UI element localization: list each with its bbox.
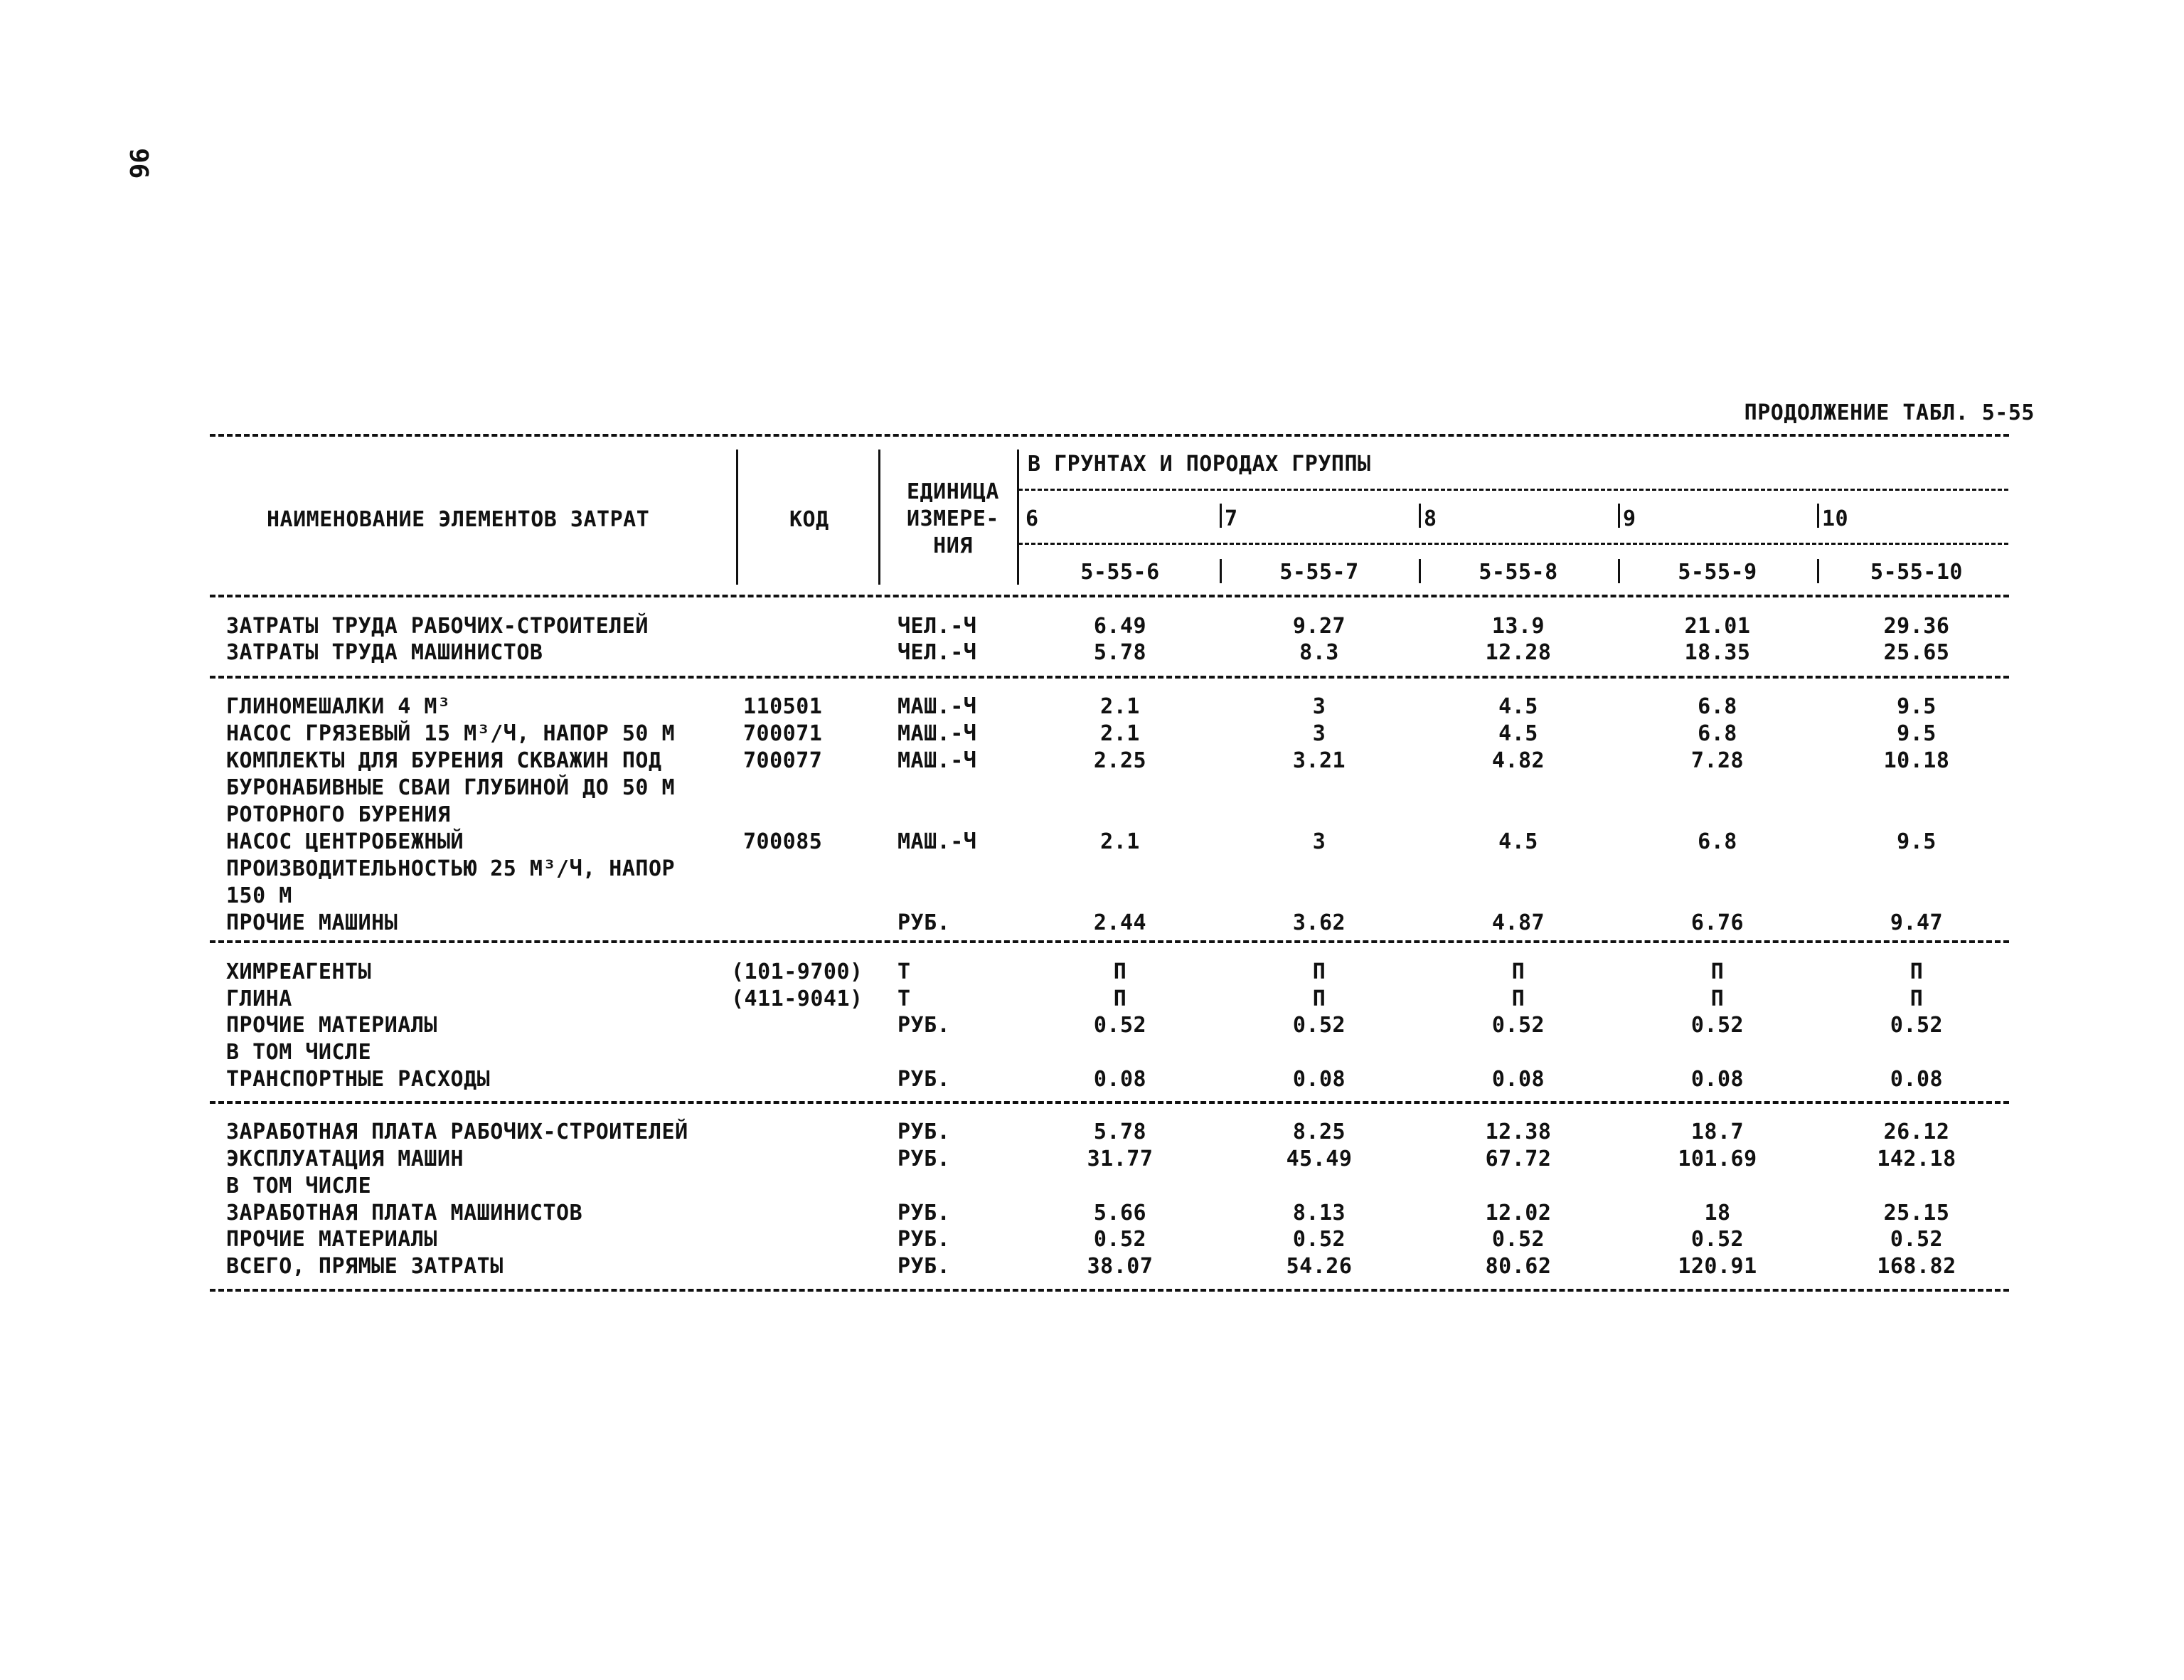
vrule-2 — [878, 450, 880, 585]
row-value-6: 2.1 — [1100, 829, 1140, 854]
row-unit: РУБ. — [897, 1147, 951, 1171]
header-group-8: 8 — [1424, 506, 1437, 531]
row-name: КОМПЛЕКТЫ ДЛЯ БУРЕНИЯ СКВАЖИН ПОД — [226, 748, 662, 773]
row-value-8: 4.82 — [1491, 748, 1545, 773]
row-code: 700077 — [743, 748, 823, 773]
row-unit: РУБ. — [897, 1227, 951, 1252]
row-unit: РУБ. — [897, 910, 951, 935]
row-value-6: 31.77 — [1087, 1147, 1154, 1171]
row-value-10: 142.18 — [1877, 1147, 1956, 1171]
rule-section-2 — [210, 940, 2009, 943]
row-unit: РУБ. — [897, 1201, 951, 1226]
row-name: НАСОС ЦЕНТРОБЕЖНЫЙ — [226, 829, 464, 854]
row-value-10: 168.82 — [1877, 1254, 1956, 1279]
rule-header-bottom — [210, 595, 2009, 597]
row-value-7: П — [1312, 959, 1326, 984]
row-value-9: 0.08 — [1690, 1067, 1744, 1092]
row-name: ЗАТРАТЫ ТРУДА МАШИНИСТОВ — [226, 640, 543, 665]
row-value-9: 0.52 — [1690, 1013, 1744, 1038]
row-value-8: 0.52 — [1491, 1013, 1545, 1038]
row-value-10: 29.36 — [1883, 614, 1950, 639]
header-group-title: В ГРУНТАХ И ПОРОДАХ ГРУППЫ — [1028, 452, 1371, 477]
row-value-10: 25.15 — [1883, 1201, 1950, 1226]
row-name: ХИМРЕАГЕНТЫ — [226, 959, 372, 984]
header-group-7: 7 — [1225, 506, 1238, 531]
row-value-7: П — [1312, 987, 1326, 1011]
row-code: (411-9041) — [731, 987, 863, 1011]
row-value-7: 8.13 — [1292, 1201, 1346, 1226]
row-value-9: 18.7 — [1690, 1120, 1744, 1144]
row-name: ГЛИНА — [226, 987, 292, 1011]
row-name: БУРОНАБИВНЫЕ СВАИ ГЛУБИНОЙ ДО 50 М — [226, 775, 676, 800]
row-unit: Т — [897, 987, 911, 1011]
row-name: ВСЕГО, ПРЯМЫЕ ЗАТРАТЫ — [226, 1254, 504, 1279]
row-name: ПРОЧИЕ МАШИНЫ — [226, 910, 398, 935]
row-value-10: 26.12 — [1883, 1120, 1950, 1144]
row-name: 150 М — [226, 883, 292, 908]
row-value-7: 54.26 — [1286, 1254, 1353, 1279]
row-value-8: 12.02 — [1485, 1201, 1552, 1226]
row-name: ЗАРАБОТНАЯ ПЛАТА МАШИНИСТОВ — [226, 1201, 583, 1226]
row-value-7: 9.27 — [1292, 614, 1346, 639]
header-code-8: 5-55-8 — [1479, 560, 1558, 585]
rule-section-3 — [210, 1101, 2009, 1104]
row-value-10: 9.5 — [1897, 829, 1937, 854]
row-value-8: 67.72 — [1485, 1147, 1552, 1171]
vrule-1 — [736, 450, 738, 585]
row-value-7: 8.3 — [1299, 640, 1339, 665]
header-group-6: 6 — [1026, 506, 1039, 531]
row-name: ЭКСПЛУАТАЦИЯ МАШИН — [226, 1147, 464, 1171]
header-group-10: 10 — [1822, 506, 1849, 531]
row-name: ГЛИНОМЕШАЛКИ 4 М³ — [226, 694, 451, 719]
row-value-10: 0.08 — [1890, 1067, 1944, 1092]
header-unit-3: НИЯ — [933, 533, 973, 558]
vrule-g9 — [1618, 504, 1620, 528]
row-value-10: П — [1909, 987, 1924, 1011]
row-value-8: 4.5 — [1498, 721, 1538, 746]
row-value-8: 12.38 — [1485, 1120, 1552, 1144]
row-value-9: 7.28 — [1690, 748, 1744, 773]
vrule-c10 — [1817, 559, 1819, 583]
row-code: 700085 — [743, 829, 823, 854]
row-value-10: 10.18 — [1883, 748, 1950, 773]
row-value-9: 18.35 — [1684, 640, 1751, 665]
row-value-9: 21.01 — [1684, 614, 1751, 639]
header-code-7: 5-55-7 — [1279, 560, 1359, 585]
row-value-6: 5.66 — [1093, 1201, 1147, 1226]
row-value-6: 0.52 — [1093, 1227, 1147, 1252]
header-unit-2: ИЗМЕРЕ- — [907, 506, 999, 531]
row-value-9: 6.76 — [1690, 910, 1744, 935]
rule-header-2 — [1018, 543, 2008, 545]
row-value-10: П — [1909, 959, 1924, 984]
row-value-9: 120.91 — [1678, 1254, 1757, 1279]
row-name: ПРОИЗВОДИТЕЛЬНОСТЬЮ 25 М³/Ч, НАПОР — [226, 856, 676, 881]
row-value-7: 3.62 — [1292, 910, 1346, 935]
row-value-6: 5.78 — [1093, 1120, 1147, 1144]
row-unit: РУБ. — [897, 1120, 951, 1144]
header-unit-1: ЕДИНИЦА — [907, 479, 999, 504]
row-value-8: П — [1511, 987, 1525, 1011]
rule-top — [210, 434, 2009, 437]
row-unit: МАШ.-Ч — [897, 748, 977, 773]
row-code: (101-9700) — [731, 959, 863, 984]
row-code: 700071 — [743, 721, 823, 746]
rule-section-1 — [210, 676, 2009, 679]
header-code-9: 5-55-9 — [1678, 560, 1757, 585]
row-value-8: 4.5 — [1498, 829, 1538, 854]
row-unit: МАШ.-Ч — [897, 694, 977, 719]
row-value-8: 4.5 — [1498, 694, 1538, 719]
row-value-9: 101.69 — [1678, 1147, 1757, 1171]
header-code-10: 5-55-10 — [1870, 560, 1963, 585]
row-name: ТРАНСПОРТНЫЕ РАСХОДЫ — [226, 1067, 491, 1092]
table-caption: ПРОДОЛЖЕНИЕ ТАБЛ. 5-55 — [1744, 400, 2035, 425]
header-code-6: 5-55-6 — [1080, 560, 1160, 585]
row-value-10: 9.5 — [1897, 721, 1937, 746]
row-name: ПРОЧИЕ МАТЕРИАЛЫ — [226, 1013, 437, 1038]
row-value-8: 12.28 — [1485, 640, 1552, 665]
page-number: 96 — [124, 148, 153, 179]
row-value-8: 80.62 — [1485, 1254, 1552, 1279]
vrule-g7 — [1220, 504, 1222, 528]
row-name: ПРОЧИЕ МАТЕРИАЛЫ — [226, 1227, 437, 1252]
row-value-6: 6.49 — [1093, 614, 1147, 639]
row-unit: ЧЕЛ.-Ч — [897, 614, 977, 639]
rule-bottom — [210, 1289, 2009, 1292]
vrule-c8 — [1419, 559, 1421, 583]
row-name: НАСОС ГРЯЗЕВЫЙ 15 М³/Ч, НАПОР 50 М — [226, 721, 676, 746]
row-value-6: 2.44 — [1093, 910, 1147, 935]
row-name: В ТОМ ЧИСЛЕ — [226, 1174, 372, 1198]
row-value-9: П — [1710, 959, 1725, 984]
row-value-7: 3.21 — [1292, 748, 1346, 773]
row-value-7: 3 — [1312, 829, 1326, 854]
row-value-8: 0.08 — [1491, 1067, 1545, 1092]
row-unit: МАШ.-Ч — [897, 721, 977, 746]
header-code: КОД — [789, 507, 829, 532]
row-unit: Т — [897, 959, 911, 984]
row-value-7: 3 — [1312, 694, 1326, 719]
row-value-7: 0.52 — [1292, 1013, 1346, 1038]
row-value-7: 0.08 — [1292, 1067, 1346, 1092]
row-value-6: 38.07 — [1087, 1254, 1154, 1279]
row-value-7: 45.49 — [1286, 1147, 1353, 1171]
row-value-9: П — [1710, 987, 1725, 1011]
row-unit: ЧЕЛ.-Ч — [897, 640, 977, 665]
row-name: РОТОРНОГО БУРЕНИЯ — [226, 802, 451, 827]
row-value-9: 0.52 — [1690, 1227, 1744, 1252]
row-name: ЗАРАБОТНАЯ ПЛАТА РАБОЧИХ-СТРОИТЕЛЕЙ — [226, 1120, 688, 1144]
vrule-c7 — [1220, 559, 1222, 583]
row-value-9: 6.8 — [1698, 829, 1737, 854]
row-value-9: 6.8 — [1698, 721, 1737, 746]
row-value-10: 0.52 — [1890, 1227, 1944, 1252]
row-value-10: 0.52 — [1890, 1013, 1944, 1038]
rule-header-1 — [1018, 489, 2008, 491]
row-value-9: 6.8 — [1698, 694, 1737, 719]
header-name: НАИМЕНОВАНИЕ ЭЛЕМЕНТОВ ЗАТРАТ — [267, 507, 650, 532]
row-value-6: 2.25 — [1093, 748, 1147, 773]
row-value-8: 13.9 — [1491, 614, 1545, 639]
row-value-6: 0.08 — [1093, 1067, 1147, 1092]
vrule-g8 — [1419, 504, 1421, 528]
row-unit: РУБ. — [897, 1067, 951, 1092]
row-name: В ТОМ ЧИСЛЕ — [226, 1040, 372, 1065]
row-value-8: 0.52 — [1491, 1227, 1545, 1252]
row-value-10: 9.5 — [1897, 694, 1937, 719]
row-value-6: 2.1 — [1100, 721, 1140, 746]
row-value-6: 0.52 — [1093, 1013, 1147, 1038]
row-unit: РУБ. — [897, 1254, 951, 1279]
row-value-7: 3 — [1312, 721, 1326, 746]
row-name: ЗАТРАТЫ ТРУДА РАБОЧИХ-СТРОИТЕЛЕЙ — [226, 614, 649, 639]
vrule-c9 — [1618, 559, 1620, 583]
row-value-10: 9.47 — [1890, 910, 1944, 935]
row-value-8: П — [1511, 959, 1525, 984]
row-value-8: 4.87 — [1491, 910, 1545, 935]
header-group-9: 9 — [1623, 506, 1636, 531]
row-value-9: 18 — [1704, 1201, 1731, 1226]
row-value-6: П — [1113, 987, 1127, 1011]
row-value-7: 8.25 — [1292, 1120, 1346, 1144]
row-code: 110501 — [743, 694, 823, 719]
row-unit: МАШ.-Ч — [897, 829, 977, 854]
row-unit: РУБ. — [897, 1013, 951, 1038]
row-value-6: 2.1 — [1100, 694, 1140, 719]
vrule-3 — [1017, 450, 1019, 585]
row-value-6: 5.78 — [1093, 640, 1147, 665]
row-value-7: 0.52 — [1292, 1227, 1346, 1252]
vrule-g10 — [1817, 504, 1819, 528]
row-value-6: П — [1113, 959, 1127, 984]
row-value-10: 25.65 — [1883, 640, 1950, 665]
